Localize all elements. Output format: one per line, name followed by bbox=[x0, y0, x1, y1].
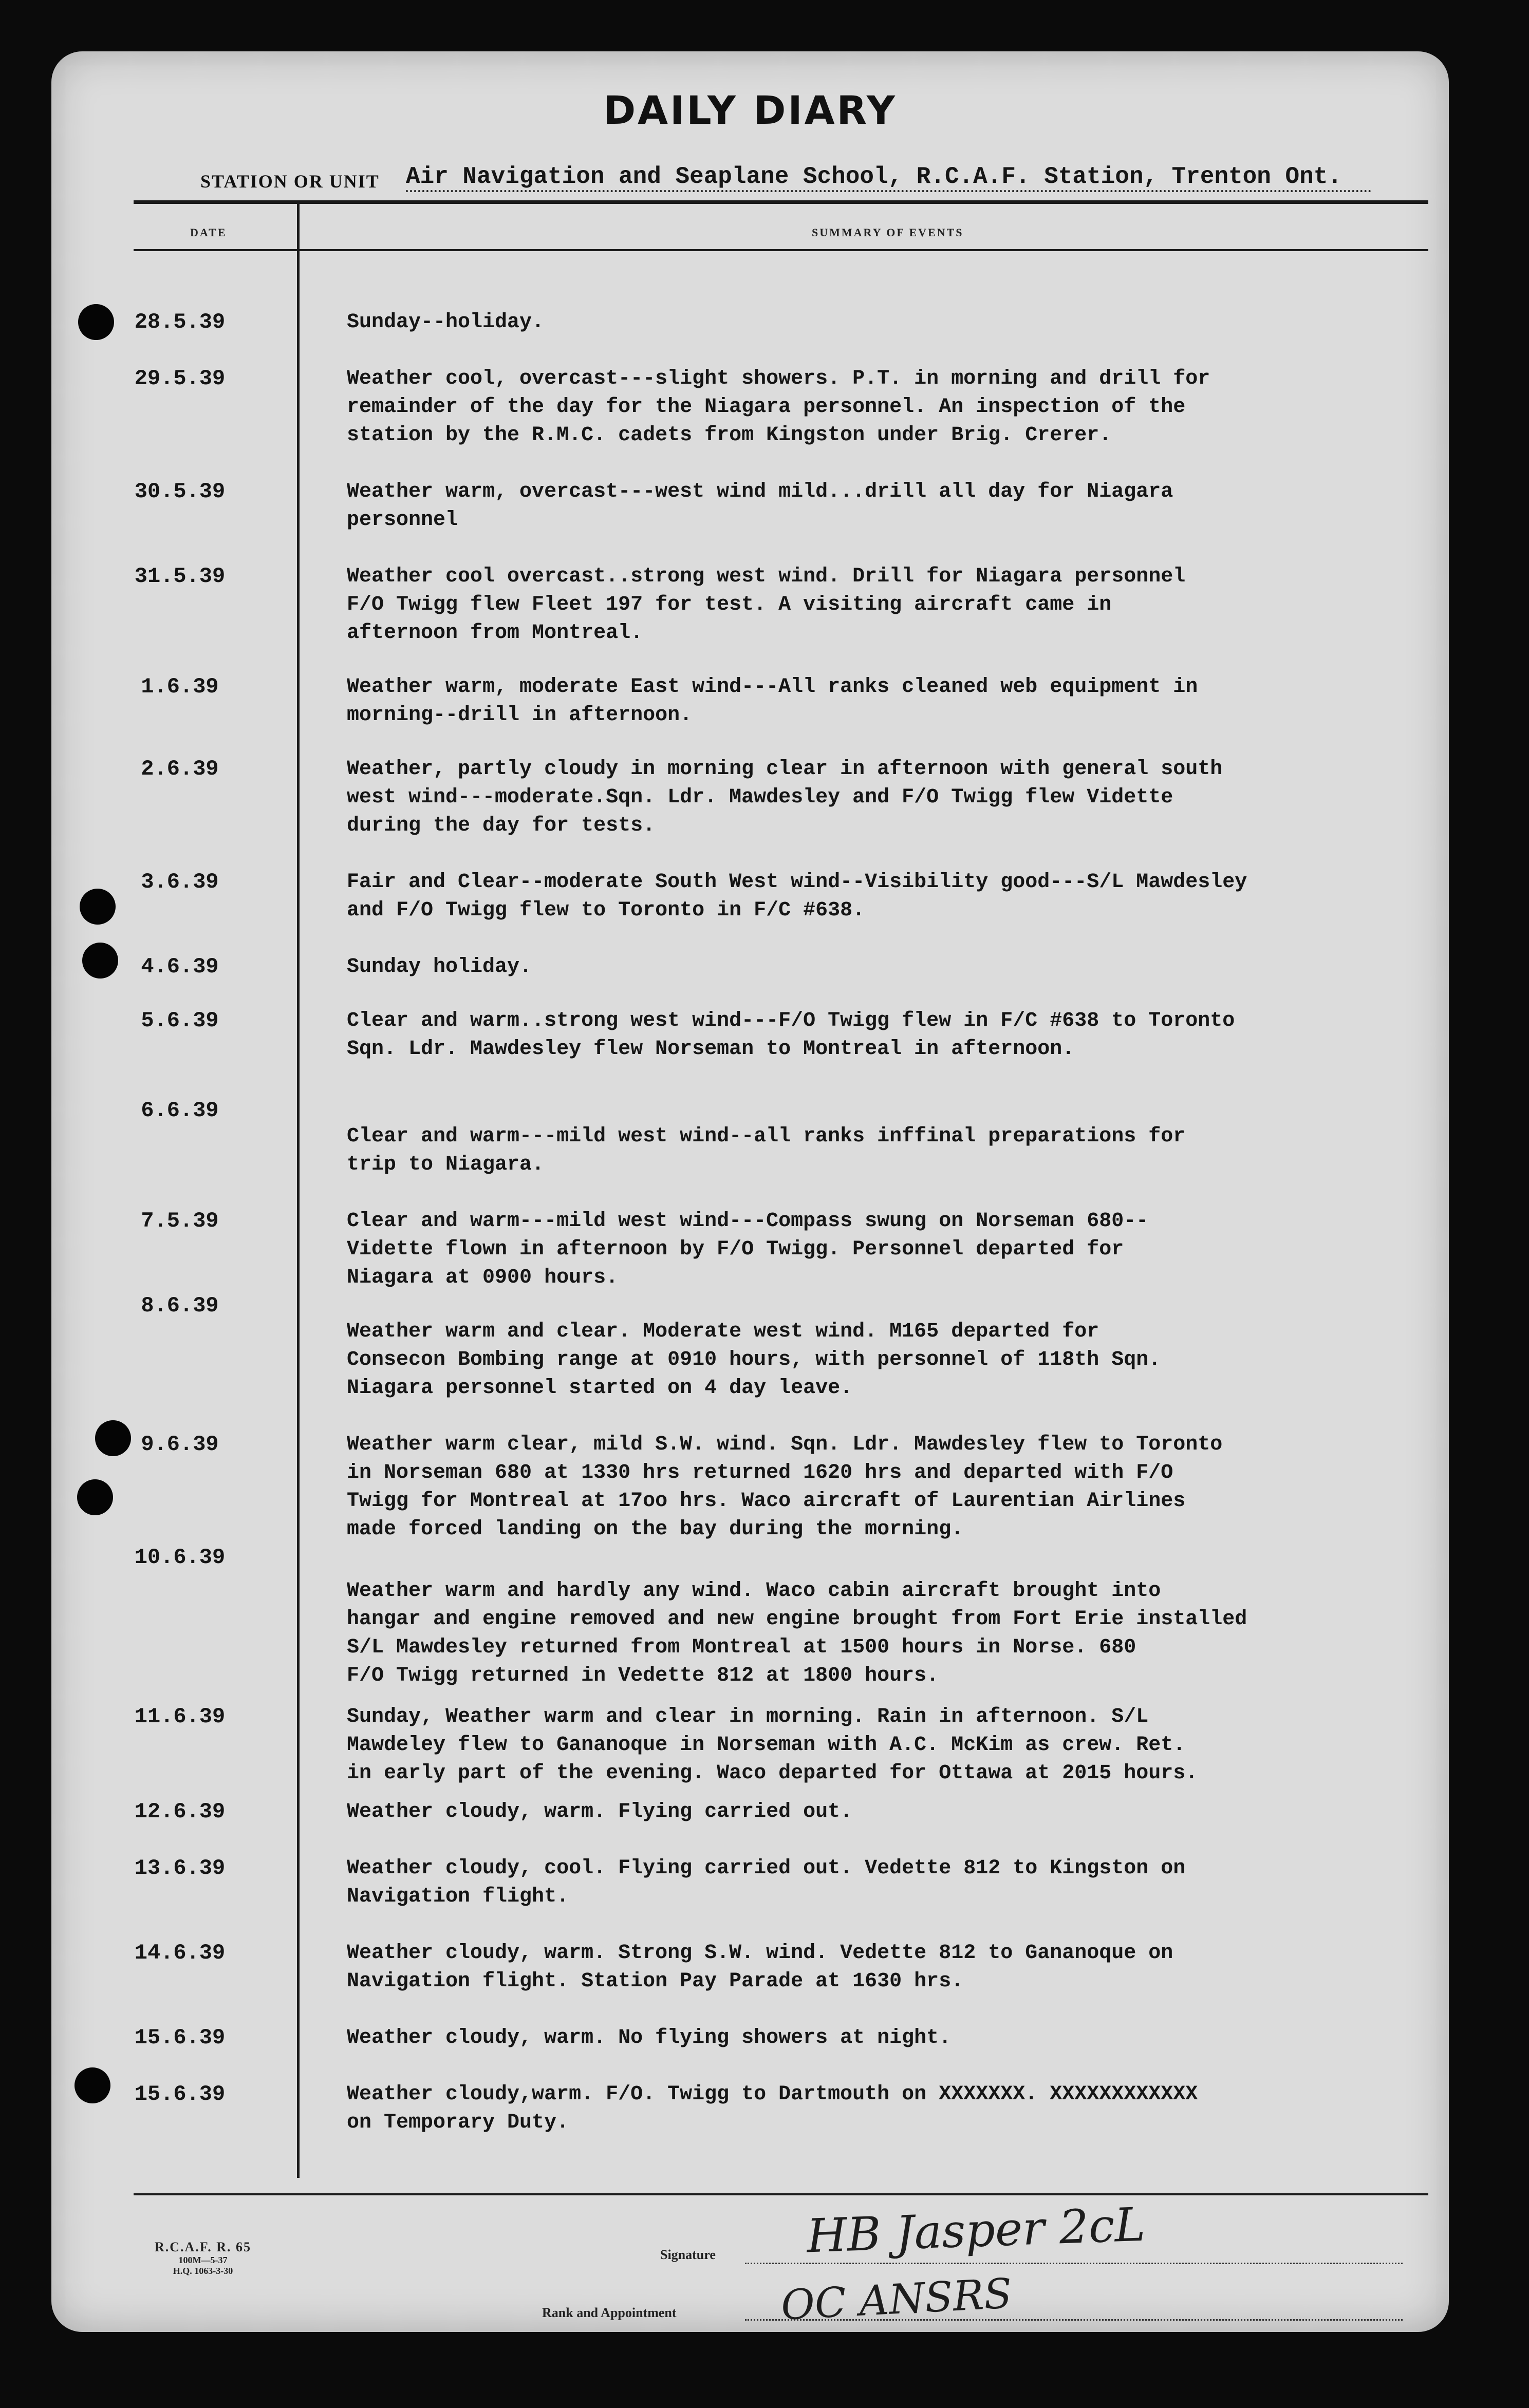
entry-summary: Weather cloudy, warm. No flying showers at night. bbox=[347, 2026, 952, 2049]
punch-hole bbox=[80, 889, 116, 925]
entry-date: 5.6.39 bbox=[141, 1008, 219, 1033]
entry-date: 29.5.39 bbox=[134, 366, 226, 391]
date-column-header: DATE bbox=[190, 226, 227, 239]
entry-summary: Weather cloudy, warm. Strong S.W. wind. Vedette 812 to Gananoque on Navigation flight. Station Pay Parade at 1630 hrs. bbox=[347, 1942, 1173, 1993]
entry-summary: Fair and Clear--moderate South West wind--Visibility good---S/L Mawdesley and F/O Twigg flew to Toronto in F/C #638. bbox=[347, 871, 1247, 922]
entry-summary: Weather warm, moderate East wind---All ranks cleaned web equipment in morning--drill in afternoon. bbox=[347, 675, 1198, 727]
entry-summary: Clear and warm---mild west wind--all ranks inffinal preparations for trip to Niagara. bbox=[347, 1125, 1186, 1176]
form-id: R.C.A.F. R. 65 bbox=[154, 2240, 252, 2254]
bottom-rule bbox=[134, 2193, 1428, 2195]
entry-summary: Sunday, Weather warm and clear in morning. Rain in afternoon. S/L Mawdeley flew to Gananoque in Norseman with A.C. McKim as crew. Ret. in early part of the evening. Waco departed for Ottawa at 2015 hours. bbox=[347, 1705, 1198, 1785]
entry-summary: Weather cool overcast..strong west wind. Drill for Niagara personnel F/O Twigg flew Fleet 197 for test. A visiting aircraft came in afternoon from Montreal. bbox=[347, 565, 1186, 645]
entry-summary: Weather warm and clear. Moderate west wind. M165 departed for Consecon Bombing range at 0910 hours, with personnel of 118th Sqn. Niagara personnel started on 4 day leave. bbox=[347, 1320, 1161, 1400]
entry-summary: Weather warm clear, mild S.W. wind. Sqn. Ldr. Mawdesley flew to Toronto in Norseman 680 at 1330 hrs returned 1620 hrs and departed with F/O Twigg for Montreal at 17oo hrs. Waco aircraft of Laurentian Airlines made forced landing on the bay during the morning. bbox=[347, 1433, 1223, 1541]
page-title: DAILY DIARY bbox=[603, 87, 897, 133]
punch-hole bbox=[77, 1479, 113, 1515]
entry-date: 15.6.39 bbox=[134, 2082, 226, 2106]
punch-hole bbox=[78, 304, 114, 340]
entry-date: 12.6.39 bbox=[134, 1799, 226, 1824]
form-line-3: H.Q. 1063-3-30 bbox=[173, 2266, 233, 2276]
entry-date: 30.5.39 bbox=[134, 479, 226, 504]
diary-page bbox=[51, 51, 1449, 2332]
summary-column-header: SUMMARY OF EVENTS bbox=[812, 226, 964, 239]
entry-summary: Weather cloudy, warm. Flying carried out. bbox=[347, 1800, 853, 1823]
form-number bbox=[118, 2240, 288, 2277]
entry-date: 2.6.39 bbox=[141, 757, 219, 781]
punch-hole bbox=[82, 943, 118, 979]
entry-date: 28.5.39 bbox=[134, 310, 226, 334]
entry-date: 8.6.39 bbox=[141, 1293, 219, 1318]
entry-summary: Weather cloudy, cool. Flying carried out. Vedette 812 to Kingston on Navigation flight. bbox=[347, 1857, 1186, 1908]
entry-date: 3.6.39 bbox=[141, 870, 219, 894]
entry-summary: Weather cloudy,warm. F/O. Twigg to Dartmouth on XXXXXXX. XXXXXXXXXXXX on Temporary Duty. bbox=[347, 2083, 1198, 2134]
entry-summary: Sunday holiday. bbox=[347, 955, 532, 979]
rank-label: Rank and Appointment bbox=[542, 2305, 677, 2320]
signature-label: Signature bbox=[660, 2247, 716, 2262]
entry-date: 9.6.39 bbox=[141, 1432, 219, 1457]
entry-date: 15.6.39 bbox=[134, 2025, 226, 2050]
entry-date: 7.5.39 bbox=[141, 1209, 219, 1233]
station-label: STATION OR UNIT bbox=[200, 171, 380, 192]
entry-date: 14.6.39 bbox=[134, 1941, 226, 1965]
station-value: Air Navigation and Seaplane School, R.C.A.F. Station, Trenton Ont. bbox=[406, 163, 1372, 192]
entry-summary: Weather warm, overcast---west wind mild...drill all day for Niagara personnel bbox=[347, 480, 1173, 532]
signature-value: HB Jasper 2cL bbox=[806, 2197, 1146, 2264]
entry-summary: Clear and warm---mild west wind---Compass swung on Norseman 680-- Vidette flown in afternoon by F/O Twigg. Personnel departed for Niagara at 0900 hours. bbox=[347, 1210, 1149, 1289]
entry-date: 4.6.39 bbox=[141, 954, 219, 979]
punch-hole bbox=[95, 1420, 131, 1456]
entry-date: 1.6.39 bbox=[141, 674, 219, 699]
entry-date: 13.6.39 bbox=[134, 1856, 226, 1880]
punch-hole bbox=[74, 2067, 110, 2103]
entry-date: 31.5.39 bbox=[134, 564, 226, 589]
entry-summary: Clear and warm..strong west wind---F/O Twigg flew in F/C #638 to Toronto Sqn. Ldr. Mawdesley flew Norseman to Montreal in afternoon. bbox=[347, 1009, 1235, 1061]
form-line-2: 100M—5-37 bbox=[178, 2255, 228, 2265]
entry-summary: Weather warm and hardly any wind. Waco cabin aircraft brought into hangar and engine removed and new engine brought from Fort Erie installed S/L Mawdesley returned from Montreal at 1500 hours in Norse. 680 F/O Twigg returned in Vedette 812 at 1800 hours. bbox=[347, 1579, 1247, 1687]
entries-list bbox=[51, 51, 1449, 2332]
signature-line bbox=[745, 2263, 1403, 2264]
rank-value: OC ANSRS bbox=[779, 2269, 1013, 2329]
entry-date: 10.6.39 bbox=[134, 1545, 226, 1570]
entry-summary: Sunday--holiday. bbox=[347, 311, 545, 334]
entry-summary: Weather, partly cloudy in morning clear in afternoon with general south west wind---moderate.Sqn. Ldr. Mawdesley and F/O Twigg flew Vidette during the day for tests. bbox=[347, 758, 1223, 837]
entry-date: 6.6.39 bbox=[141, 1098, 219, 1123]
entry-summary: Weather cool, overcast---slight showers. P.T. in morning and drill for remainder of the day for the Niagara personnel. An inspection of the station by the R.M.C. cadets from Kingston under Brig. Crerer. bbox=[347, 367, 1210, 447]
entry-date: 11.6.39 bbox=[134, 1704, 226, 1729]
